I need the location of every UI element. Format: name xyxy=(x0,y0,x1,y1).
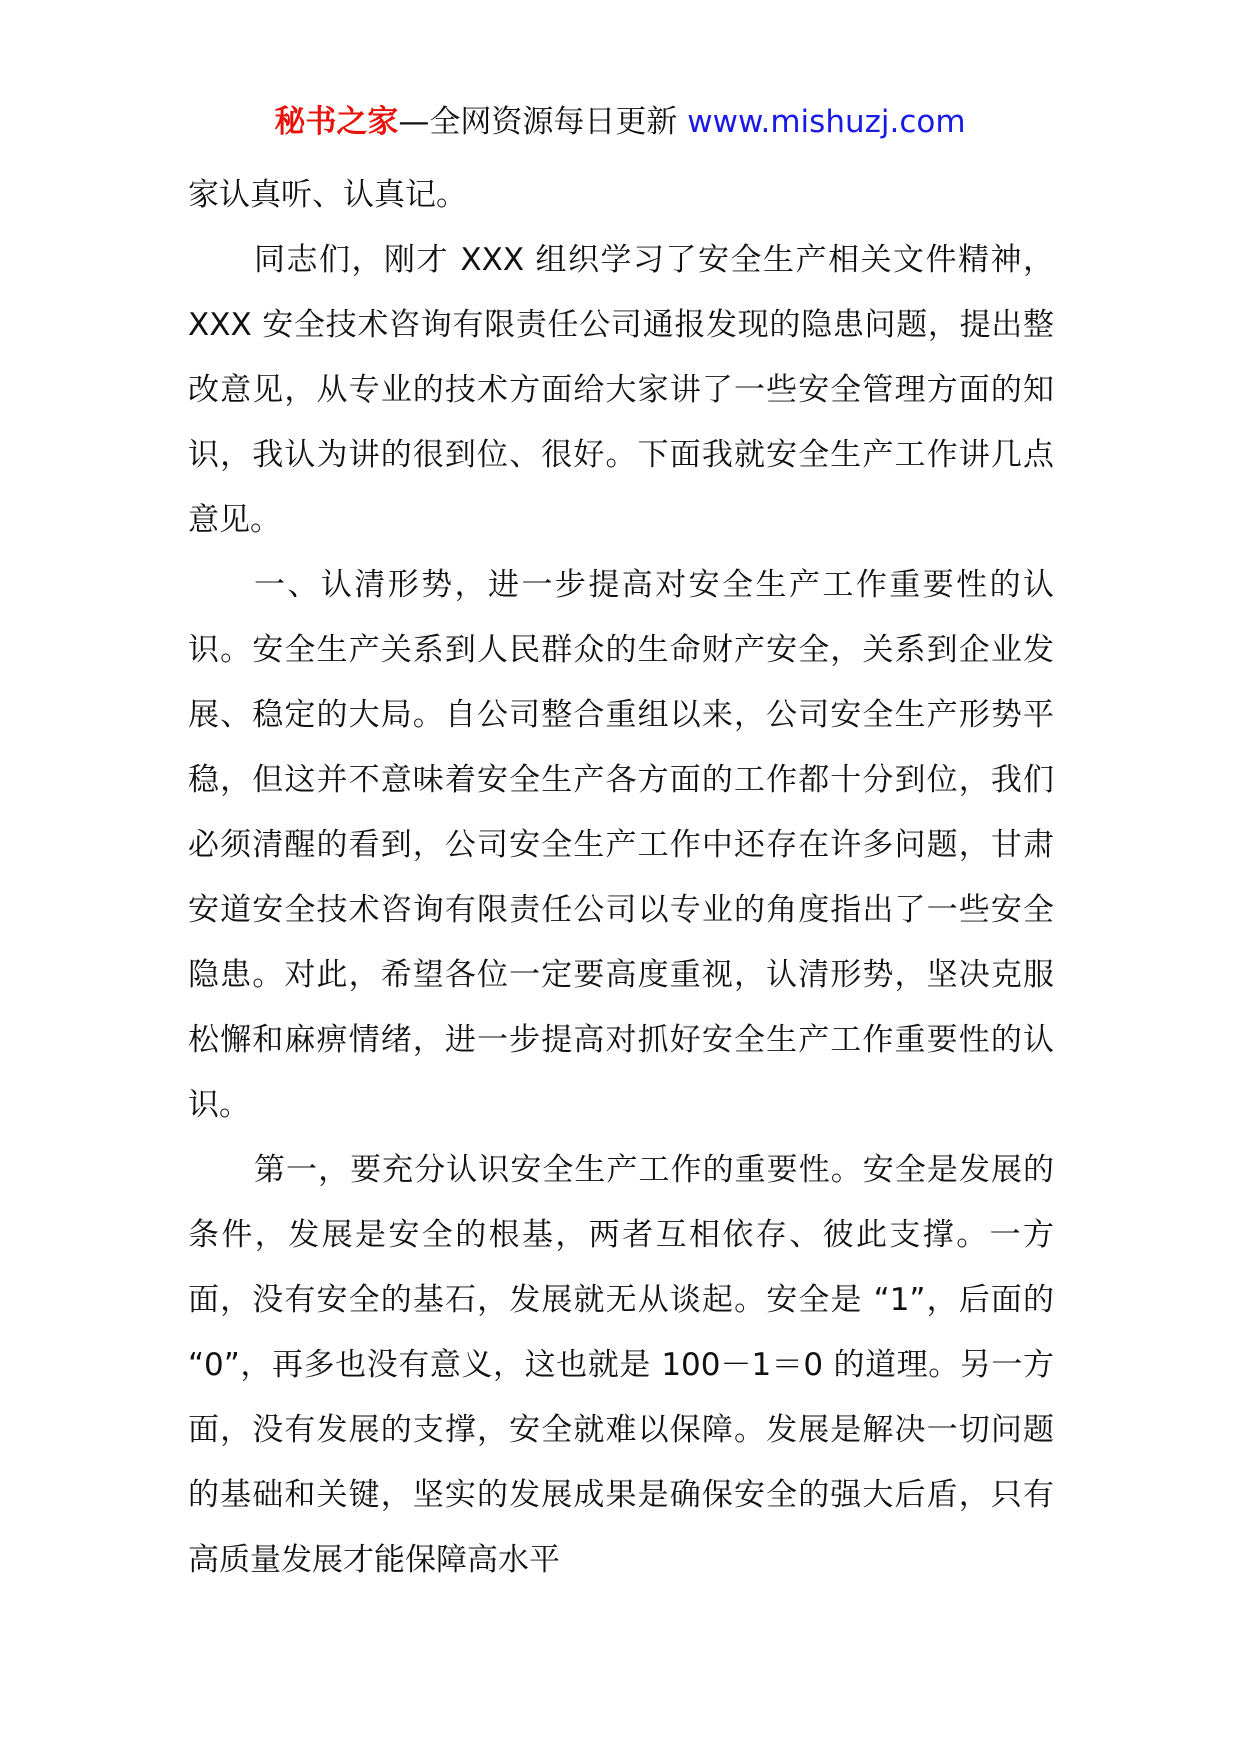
paragraph-intro: 同志们，刚才 XXX 组织学习了安全生产相关文件精神，XXX 安全技术咨询有限责任公司通报发现的隐患问题，提出整改意见，从专业的技术方面给大家讲了一些安全管理方面的知识，我认为讲的很到位、很好。下面我就安全生产工作讲几点意见。 xyxy=(188,242,1054,538)
document-body xyxy=(188,163,1054,1593)
paragraph-point-one: 第一，要充分认识安全生产工作的重要性。安全是发展的条件，发展是安全的根基，两者互相依存、彼此支撑。一方面，没有安全的基石，发展就无从谈起。安全是 “1”，后面的 “0”，再多也没有意义，这也就是 100－1＝0 的道理。另一方面，没有发展的支撑，安全就难以保障。发展是解决一切问题的基础和关键，坚实的发展成果是确保安全的强大后盾，只有高质量发展才能保障高水平 xyxy=(188,1152,1054,1578)
document-header xyxy=(0,100,1240,144)
paragraph-continuation: 家认真听、认真记。 xyxy=(188,177,467,213)
website-link[interactable]: www.mishuzj.com xyxy=(687,104,966,140)
header-tagline: —全网资源每日更新 xyxy=(398,104,688,140)
brand-name: 秘书之家 xyxy=(274,104,399,140)
paragraph-section-one: 一、认清形势，进一步提高对安全生产工作重要性的认识。安全生产关系到人民群众的生命财产安全，关系到企业发展、稳定的大局。自公司整合重组以来，公司安全生产形势平稳，但这并不意味着安全生产各方面的工作都十分到位，我们必须清醒的看到，公司安全生产工作中还存在许多问题，甘肃安道安全技术咨询有限责任公司以专业的角度指出了一些安全隐患。对此，希望各位一定要高度重视，认清形势，坚决克服松懈和麻痹情绪，进一步提高对抓好安全生产工作重要性的认识。 xyxy=(188,567,1054,1123)
